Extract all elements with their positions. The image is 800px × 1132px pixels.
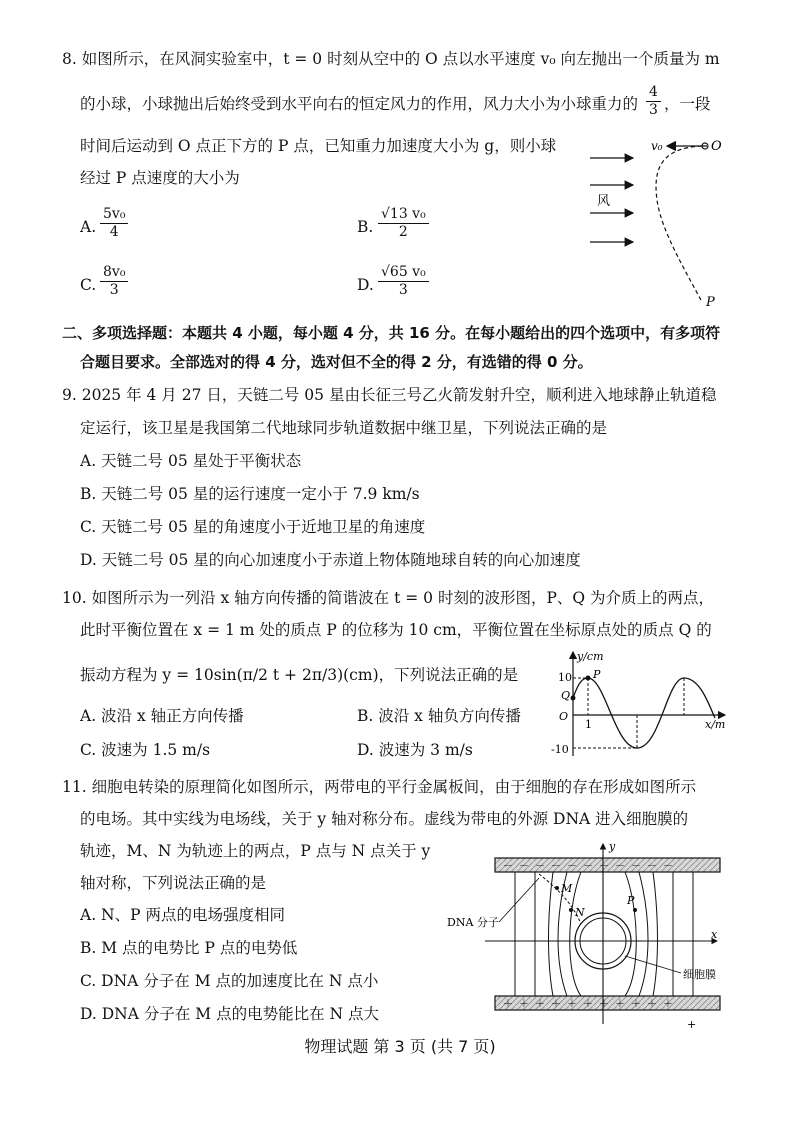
q8-option-a[interactable] xyxy=(80,218,96,236)
q8-option-b-num: √13 v₀ xyxy=(378,206,429,224)
q10-wave-figure xyxy=(545,648,730,760)
q8-fraction-den: 3 xyxy=(649,102,658,118)
q11-dna-pointer xyxy=(499,878,539,922)
q10-line-1: 10. 如图所示为一列沿 x 轴方向传播的简谐波在 t = 0 时刻的波形图，P、Q 为介质上的两点， xyxy=(62,589,715,607)
q8-trajectory xyxy=(656,146,702,302)
q11-point-n xyxy=(569,908,573,912)
q8-option-c-fraction xyxy=(100,264,128,299)
q11-plus-label: + xyxy=(687,1018,697,1031)
q10-x-label: x/m xyxy=(705,718,726,731)
q9-line-1: 9. 2025 年 4 月 27 日，天链二号 05 星由长征三号乙火箭发射升空，顺利进入地球静止轨道稳 xyxy=(62,386,717,404)
q11-x-label: x xyxy=(711,928,718,941)
q8-option-b-den: 2 xyxy=(398,224,408,240)
q9-line-2: 定运行，该卫星是我国第二代地球同步轨道数据中继卫星，下列说法正确的是 xyxy=(80,419,608,437)
q8-option-d-num: √65 v₀ xyxy=(378,264,429,282)
q10-tick-1: 1 xyxy=(585,718,592,731)
q11-option-c[interactable]: C. DNA 分子在 M 点的加速度比在 N 点小 xyxy=(80,972,379,990)
q11-top-plate-signs: －－－－－－－－－－－ xyxy=(503,861,679,872)
q11-line-1: 11. 细胞电转染的原理简化如图所示，两带电的平行金属板间，由于细胞的存在形成如图所示 xyxy=(62,778,697,796)
q11-line-3: 轨迹，M、N 为轨迹上的两点，P 点与 N 点关于 y xyxy=(80,842,431,860)
q10-point-p xyxy=(586,676,591,681)
q9-option-d[interactable]: D. 天链二号 05 星的向心加速度小于赤道上物体随地球自转的向心加速度 xyxy=(80,551,581,569)
q11-membrane-label: 细胞膜 xyxy=(683,968,716,981)
q8-line-4: 经过 P 点速度的大小为 xyxy=(80,169,240,187)
q8-option-b-fraction xyxy=(378,206,429,241)
q8-option-a-fraction xyxy=(100,206,128,241)
q11-option-a[interactable]: A. N、P 两点的电场强度相同 xyxy=(80,906,285,924)
q11-y-label: y xyxy=(609,840,616,853)
q8-option-c[interactable] xyxy=(80,276,96,294)
q11-field-lines xyxy=(515,872,693,996)
q10-option-a[interactable]: A. 波沿 x 轴正方向传播 xyxy=(80,707,244,725)
q8-option-c-num: 8v₀ xyxy=(100,264,128,282)
q8-option-d[interactable] xyxy=(357,276,374,294)
section2-line-2: 合题目要求。全部选对的得 4 分，选对但不全的得 2 分，有选错的得 0 分。 xyxy=(80,353,593,371)
page-footer: 物理试题 第 3 页 (共 7 页) xyxy=(304,1037,496,1056)
q8-line-2a: 的小球，小球抛出后始终受到水平向右的恒定风力的作用，风力大小为小球重力的 xyxy=(80,95,639,113)
q11-m-label: M xyxy=(561,882,573,895)
q8-option-d-den: 3 xyxy=(398,282,408,298)
q9-option-c[interactable]: C. 天链二号 05 星的角速度小于近地卫星的角速度 xyxy=(80,518,426,536)
q10-option-c[interactable]: C. 波速为 1.5 m/s xyxy=(80,741,211,759)
q10-line-3: 振动方程为 y = 10sin(π/2 t + 2π/3)(cm)，下列说法正确的是 xyxy=(80,666,519,684)
q8-option-a-num: 5v₀ xyxy=(100,206,128,224)
q11-line-4: 轴对称，下列说法正确的是 xyxy=(80,874,267,892)
q8-option-a-letter: A. xyxy=(80,218,97,236)
q10-p-label: P xyxy=(593,668,601,681)
q10-tick-neg10: -10 xyxy=(551,743,569,756)
q8-fraction xyxy=(646,84,661,119)
q8-option-b-letter: B. xyxy=(357,218,374,236)
q11-field-figure xyxy=(447,838,755,1034)
q11-p-label: P xyxy=(627,894,635,907)
q10-tick-10: 10 xyxy=(558,671,572,684)
q8-wind-figure xyxy=(585,130,735,310)
q11-n-label: N xyxy=(575,906,585,919)
q10-origin-label: O xyxy=(559,710,569,723)
q10-point-q xyxy=(571,696,576,701)
q8-option-d-fraction xyxy=(378,264,429,299)
section2-line-1: 二、多项选择题：本题共 4 小题，每小题 4 分，共 16 分。在每小题给出的四个选项中，有多项符 xyxy=(62,324,721,342)
q11-line-2: 的电场。其中实线为电场线，关于 y 轴对称分布。虚线为带电的外源 DNA 进入细胞膜的 xyxy=(80,810,689,828)
q8-o-label: O xyxy=(711,139,722,154)
q11-point-m xyxy=(555,886,559,890)
q8-wind-label: 风 xyxy=(597,194,611,209)
q8-line-2b: ，一段 xyxy=(664,95,711,113)
q8-line-3: 时间后运动到 O 点正下方的 P 点，已知重力加速度大小为 g，则小球 xyxy=(80,137,557,155)
q8-line-1: 8. 如图所示，在风洞实验室中，t = 0 时刻从空中的 O 点以水平速度 v₀ 向左抛出一个质量为 m xyxy=(62,50,720,68)
q8-option-c-letter: C. xyxy=(80,276,97,294)
q10-wave-curve xyxy=(573,678,715,748)
q8-option-a-den: 4 xyxy=(109,224,119,240)
q11-option-b[interactable]: B. M 点的电势比 P 点的电势低 xyxy=(80,939,298,957)
q8-option-b[interactable] xyxy=(357,218,373,236)
q8-option-d-letter: D. xyxy=(357,276,374,294)
q11-bottom-plate-signs: ＋＋＋＋＋＋＋＋＋＋＋ xyxy=(503,999,679,1010)
q10-line-2: 此时平衡位置在 x = 1 m 处的质点 P 的位移为 10 cm，平衡位置在坐标原点处的质点 Q 的 xyxy=(80,621,712,639)
q10-y-label: y/cm xyxy=(577,650,604,663)
q8-p-label: P xyxy=(706,295,715,310)
q8-option-c-den: 3 xyxy=(109,282,119,298)
q10-q-label: Q xyxy=(561,689,571,702)
q10-option-b[interactable]: B. 波沿 x 轴负方向传播 xyxy=(357,707,521,725)
q8-v0-label: v₀ xyxy=(651,139,663,153)
q10-option-d[interactable]: D. 波速为 3 m/s xyxy=(357,741,473,759)
q11-point-p xyxy=(633,908,637,912)
q11-option-d[interactable]: D. DNA 分子在 M 点的电势能比在 N 点大 xyxy=(80,1005,379,1023)
q11-dna-label: DNA 分子 xyxy=(447,916,499,929)
q8-fraction-num: 4 xyxy=(646,84,661,102)
q9-option-b[interactable]: B. 天链二号 05 星的运行速度一定小于 7.9 km/s xyxy=(80,485,420,503)
q9-option-a[interactable]: A. 天链二号 05 星处于平衡状态 xyxy=(80,452,302,470)
